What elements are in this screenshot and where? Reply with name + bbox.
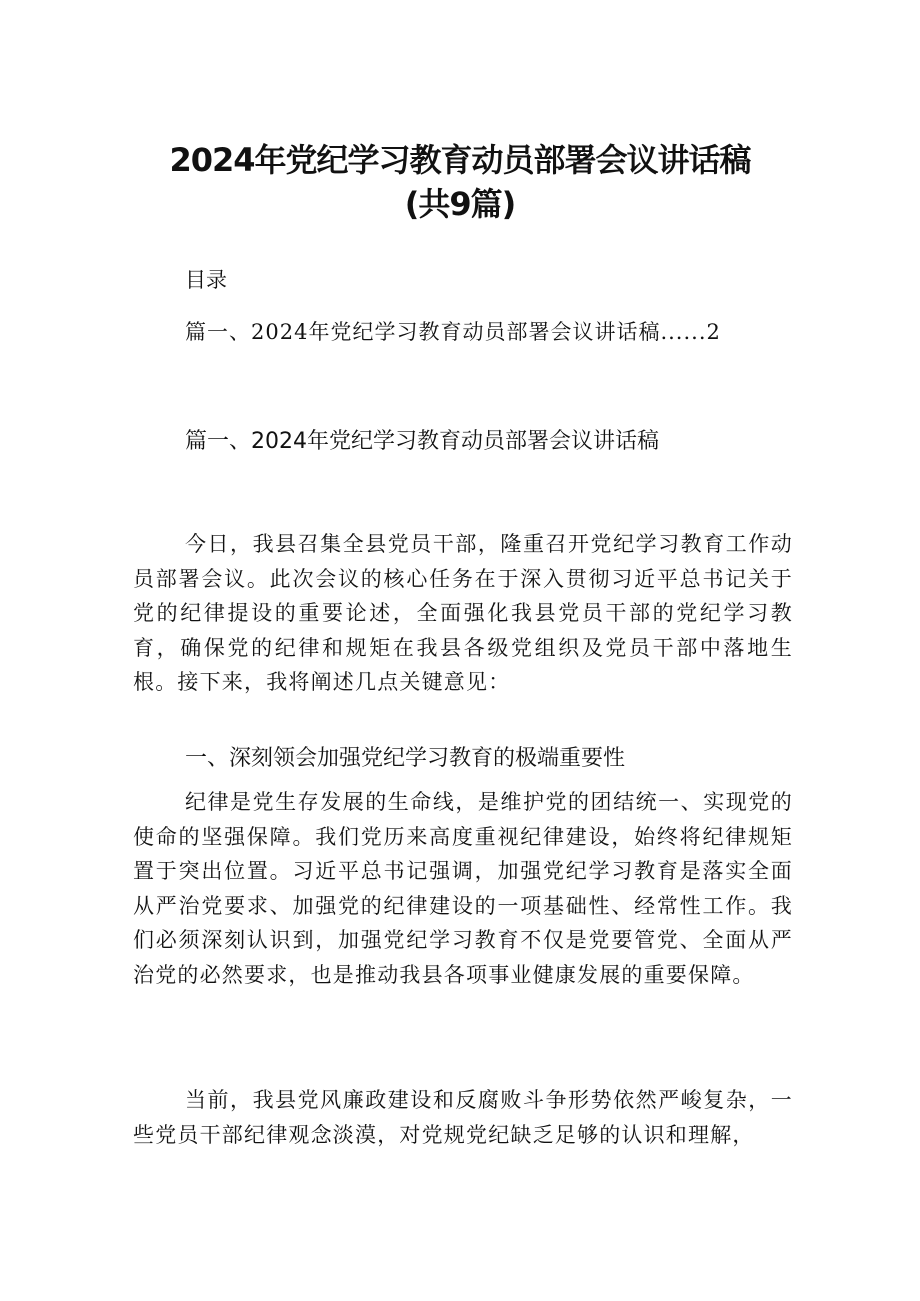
document-title: 2024年党纪学习教育动员部署会议讲话稿 <box>169 141 751 179</box>
body-paragraph: 当前，我县党风廉政建设和反腐败斗争形势依然严峻复杂，一些党员干部纪律观念淡漠，对党规党纪缺乏足够的认识和理解， <box>133 1088 793 1147</box>
section-title: 篇一、2024年党纪学习教育动员部署会议讲话稿 <box>185 429 659 454</box>
body-paragraph: 纪律是党生存发展的生命线，是维护党的团结统一、实现党的使命的坚强保障。我们党历来高度重视纪律建设，始终将纪律规矩置于突出位置。习近平总书记强调，加强党纪学习教育是落实全面从严治党要求、加强党的纪律建设的一项基础性、经常性工作。我们必须深刻认识到，加强党纪学习教育不仅是党要管党、全面从严治党的必然要求，也是推动我县各项事业健康发展的重要保障。 <box>133 790 793 987</box>
heading-1: 一、深刻领会加强党纪学习教育的极端重要性 <box>185 746 626 771</box>
toc-item[interactable]: 篇一、2024年党纪学习教育动员部署会议讲话稿......2 <box>185 320 721 344</box>
document-subtitle: (共9篇) <box>404 185 516 223</box>
body-paragraph: 今日，我县召集全县党员干部，隆重召开党纪学习教育工作动员部署会议。此次会议的核心任务在于深入贯彻习近平总书记关于党的纪律提设的重要论述，全面强化我县党员干部的党纪学习教育，确保党的纪律和规矩在我县各级党组织及党员干部中落地生根。接下来，我将阐述几点关键意见： <box>133 532 793 694</box>
toc-label: 目录 <box>185 268 227 292</box>
